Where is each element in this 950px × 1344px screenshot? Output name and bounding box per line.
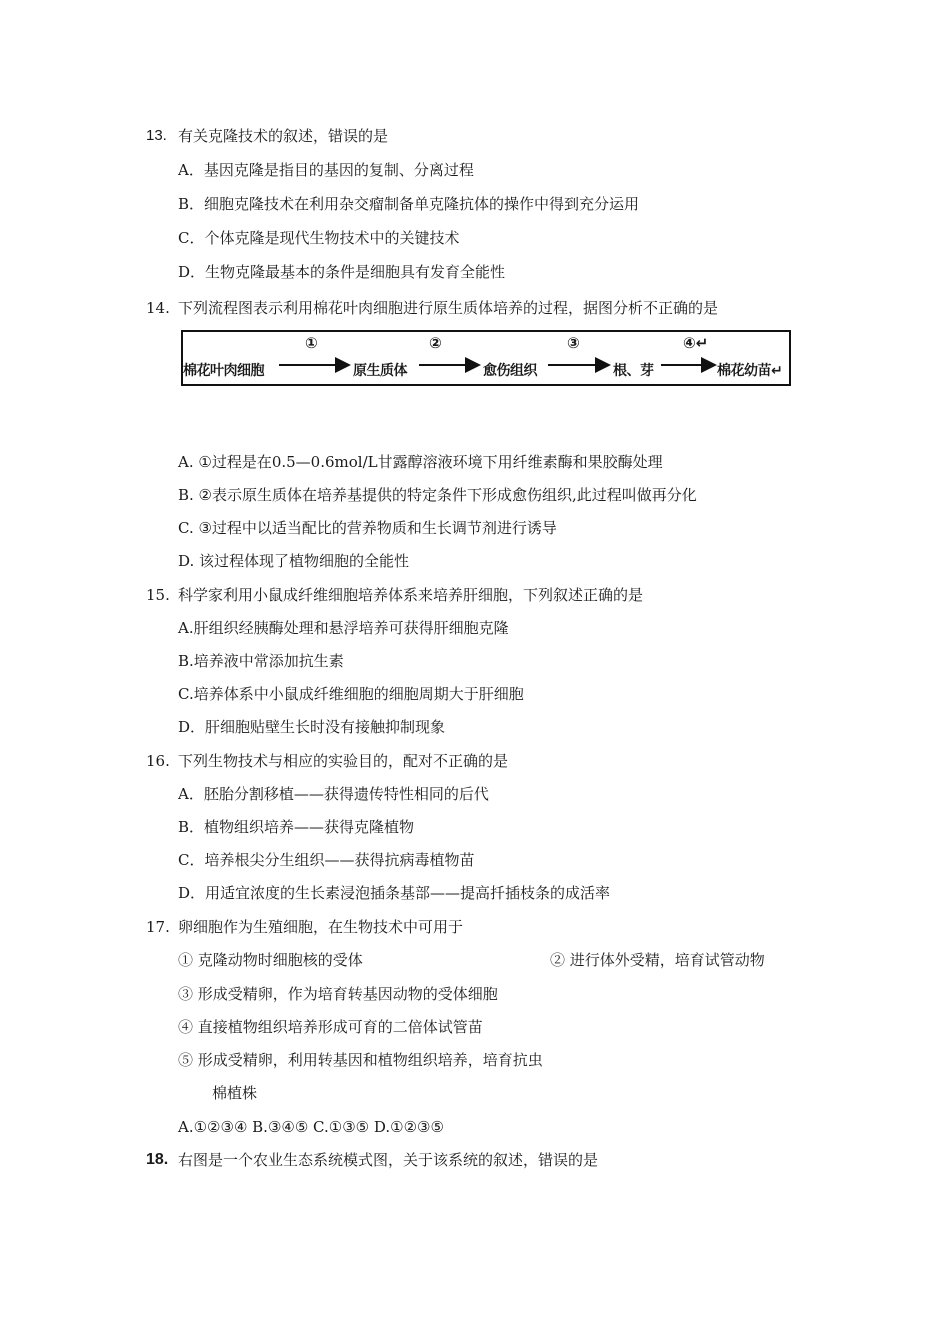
q17-item-5: ⑤ 形成受精卵，利用转基因和植物组织培养，培育抗虫 xyxy=(178,1051,543,1069)
q16-option-a: A．胚胎分割移植——获得遗传特性相同的后代 xyxy=(178,785,489,803)
q16-option-d: D．用适宜浓度的生长素浸泡插条基部——提高扦插枝条的成活率 xyxy=(178,884,611,902)
flow-node-protoplast: 原生质体 xyxy=(353,363,407,379)
q13-option-d: D．生物克隆最基本的条件是细胞具有发育全能性 xyxy=(178,263,506,281)
q14-flowchart xyxy=(181,330,791,386)
q17-stem: 卵细胞作为生殖细胞，在生物技术中可用于 xyxy=(178,918,464,936)
q17-item-2: ② 进行体外受精，培育试管动物 xyxy=(550,951,765,969)
flow-step-2: ② xyxy=(429,334,442,352)
q13-stem: 有关克隆技术的叙述，错误的是 xyxy=(178,127,389,145)
q17-answer-choices: A.①②③④ B.③④⑤ C.①③⑤ D.①②③⑤ xyxy=(178,1118,444,1136)
q16-option-b: B．植物组织培养——获得克隆植物 xyxy=(178,818,415,836)
q15-option-c: C.培养体系中小鼠成纤维细胞的细胞周期大于肝细胞 xyxy=(178,685,524,703)
flow-node-root-bud: 根、芽 xyxy=(613,363,654,379)
q14-option-d: D. 该过程体现了植物细胞的全能性 xyxy=(178,552,410,570)
q17-item-5-continuation: 棉植株 xyxy=(212,1084,258,1102)
q15-number: 15. xyxy=(146,586,170,604)
flow-step-3: ③ xyxy=(567,334,580,352)
q13-option-c: C．个体克隆是现代生物技术中的关键技术 xyxy=(178,229,460,247)
q14-stem: 下列流程图表示利用棉花叶肉细胞进行原生质体培养的过程，据图分析不正确的是 xyxy=(178,299,719,317)
q13-option-b: B．细胞克隆技术在利用杂交瘤制备单克隆抗体的操作中得到充分运用 xyxy=(178,195,640,213)
q14-option-c: C. ③过程中以适当配比的营养物质和生长调节剂进行诱导 xyxy=(178,519,557,537)
flow-node-seedling: 棉花幼苗↵ xyxy=(717,363,783,379)
q18-stem: 右图是一个农业生态系统模式图，关于该系统的叙述，错误的是 xyxy=(178,1151,599,1169)
q17-item-1: ① 克隆动物时细胞核的受体 xyxy=(178,951,363,969)
q14-number: 14. xyxy=(146,299,170,317)
q17-item-4: ④ 直接植物组织培养形成可育的二倍体试管苗 xyxy=(178,1018,483,1036)
flow-node-callus: 愈伤组织 xyxy=(483,363,537,379)
q16-number: 16. xyxy=(146,752,170,770)
q14-option-a: A. ①过程是在0.5—0.6mol/L甘露醇溶液环境下用纤维素酶和果胶酶处理 xyxy=(178,453,663,471)
q15-option-b: B.培养液中常添加抗生素 xyxy=(178,652,344,670)
q16-stem: 下列生物技术与相应的实验目的，配对不正确的是 xyxy=(178,752,509,770)
flow-step-1: ① xyxy=(305,334,318,352)
q13-number: 13. xyxy=(146,127,167,144)
q14-option-b: B. ②表示原生质体在培养基提供的特定条件下形成愈伤组织,此过程叫做再分化 xyxy=(178,486,697,504)
q15-option-a: A.肝组织经胰酶处理和悬浮培养可获得肝细胞克隆 xyxy=(178,619,509,637)
q17-item-3: ③ 形成受精卵，作为培育转基因动物的受体细胞 xyxy=(178,985,498,1003)
q17-number: 17. xyxy=(146,918,170,936)
flow-step-4: ④↵ xyxy=(683,334,709,352)
q13-option-a: A．基因克隆是指目的基因的复制、分离过程 xyxy=(178,161,474,179)
q15-stem: 科学家利用小鼠成纤维细胞培养体系来培养肝细胞，下列叙述正确的是 xyxy=(178,586,644,604)
q16-option-c: C．培养根尖分生组织——获得抗病毒植物苗 xyxy=(178,851,475,869)
q15-option-d: D．肝细胞贴壁生长时没有接触抑制现象 xyxy=(178,718,446,736)
q18-number: 18. xyxy=(146,1151,169,1168)
flow-node-mesophyll-cell: 棉花叶肉细胞 xyxy=(183,363,264,379)
